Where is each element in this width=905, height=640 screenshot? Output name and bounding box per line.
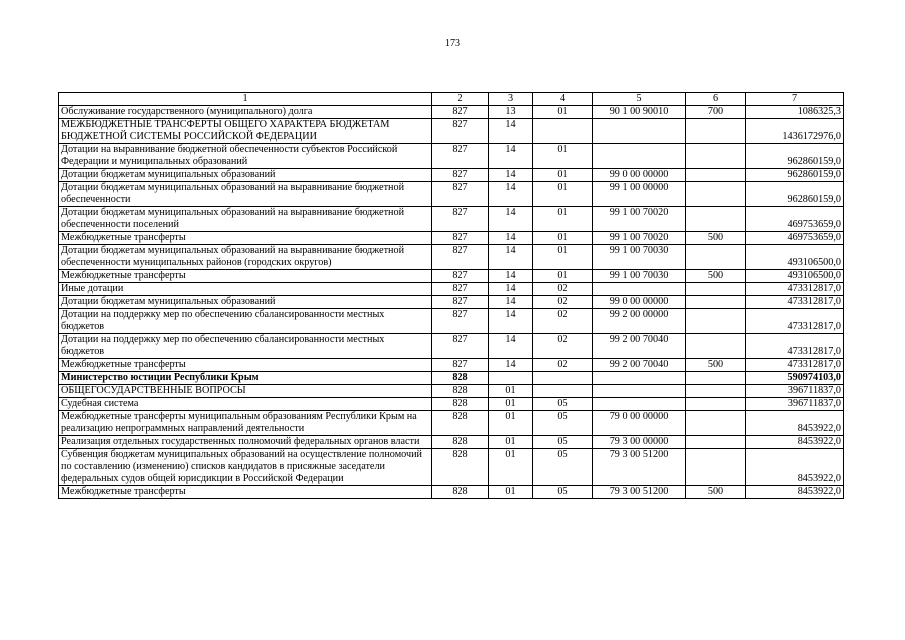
table-row [59, 182, 844, 207]
subsection-code-cell: 01 [533, 245, 593, 270]
section-code-cell: 01 [489, 486, 533, 499]
section-code-cell: 14 [489, 296, 533, 309]
ministry-code-cell: 828 [432, 486, 489, 499]
target-article-cell: 99 1 00 70020 [593, 232, 686, 245]
subsection-code-cell: 01 [533, 144, 593, 169]
target-article-cell [593, 385, 686, 398]
amount-cell: 473312817,0 [746, 334, 844, 359]
target-article-cell: 90 1 00 90010 [593, 106, 686, 119]
expense-type-cell [686, 169, 746, 182]
ministry-code-cell: 827 [432, 359, 489, 372]
expense-type-cell [686, 296, 746, 309]
amount-cell: 8453922,0 [746, 449, 844, 486]
subsection-code-cell: 05 [533, 436, 593, 449]
target-article-cell [593, 119, 686, 144]
table-row [59, 486, 844, 499]
ministry-code-cell: 828 [432, 411, 489, 436]
amount-cell: 493106500,0 [746, 270, 844, 283]
column-number: 5 [593, 93, 686, 106]
target-article-cell: 99 0 00 00000 [593, 169, 686, 182]
target-article-cell: 99 0 00 00000 [593, 296, 686, 309]
expense-name-cell: МЕЖБЮДЖЕТНЫЕ ТРАНСФЕРТЫ ОБЩЕГО ХАРАКТЕРА БЮДЖЕТАМ БЮДЖЕТНОЙ СИСТЕМЫ РОССИЙСКОЙ ФЕДЕРАЦИИ [59, 119, 432, 144]
section-code-cell: 14 [489, 207, 533, 232]
column-number: 4 [533, 93, 593, 106]
amount-cell: 473312817,0 [746, 359, 844, 372]
page-number: 173 [445, 38, 460, 49]
amount-cell: 962860159,0 [746, 144, 844, 169]
subsection-code-cell [533, 372, 593, 385]
table-row [59, 436, 844, 449]
section-code-cell: 01 [489, 449, 533, 486]
table-row [59, 372, 844, 385]
table-row [59, 296, 844, 309]
amount-cell: 8453922,0 [746, 436, 844, 449]
amount-cell: 473312817,0 [746, 309, 844, 334]
table-row [59, 119, 844, 144]
expense-name-cell: ОБЩЕГОСУДАРСТВЕННЫЕ ВОПРОСЫ [59, 385, 432, 398]
subsection-code-cell: 02 [533, 283, 593, 296]
subsection-code-cell: 01 [533, 232, 593, 245]
expense-name-cell: Министерство юстиции Республики Крым [59, 372, 432, 385]
table-row [59, 449, 844, 486]
target-article-cell [593, 144, 686, 169]
amount-cell: 469753659,0 [746, 232, 844, 245]
subsection-code-cell: 02 [533, 296, 593, 309]
subsection-code-cell: 01 [533, 169, 593, 182]
expense-name-cell: Межбюджетные трансферты муниципальным образованиям Республики Крым на реализацию непрограммных направлений деятельности [59, 411, 432, 436]
subsection-code-cell: 02 [533, 334, 593, 359]
section-code-cell: 14 [489, 270, 533, 283]
section-code-cell: 14 [489, 245, 533, 270]
subsection-code-cell: 02 [533, 309, 593, 334]
subsection-code-cell: 02 [533, 359, 593, 372]
ministry-code-cell: 827 [432, 296, 489, 309]
ministry-code-cell: 827 [432, 119, 489, 144]
target-article-cell [593, 398, 686, 411]
target-article-cell: 99 2 00 70040 [593, 359, 686, 372]
ministry-code-cell: 827 [432, 283, 489, 296]
table-row [59, 334, 844, 359]
target-article-cell: 99 1 00 00000 [593, 182, 686, 207]
expense-name-cell: Межбюджетные трансферты [59, 270, 432, 283]
subsection-code-cell: 01 [533, 106, 593, 119]
table-row [59, 359, 844, 372]
subsection-code-cell: 05 [533, 398, 593, 411]
amount-cell: 473312817,0 [746, 296, 844, 309]
subsection-code-cell: 01 [533, 270, 593, 283]
expense-type-cell [686, 207, 746, 232]
ministry-code-cell: 827 [432, 207, 489, 232]
amount-cell: 1436172976,0 [746, 119, 844, 144]
target-article-cell [593, 283, 686, 296]
expense-name-cell: Реализация отдельных государственных полномочий федеральных органов власти [59, 436, 432, 449]
target-article-cell [593, 372, 686, 385]
expense-name-cell: Дотации на поддержку мер по обеспечению сбалансированности местных бюджетов [59, 334, 432, 359]
table-row [59, 309, 844, 334]
table-row [59, 398, 844, 411]
expense-name-cell: Обслуживание государственного (муниципального) долга [59, 106, 432, 119]
section-code-cell: 13 [489, 106, 533, 119]
expense-type-cell: 700 [686, 106, 746, 119]
amount-cell: 8453922,0 [746, 486, 844, 499]
ministry-code-cell: 827 [432, 182, 489, 207]
expense-name-cell: Дотации бюджетам муниципальных образований на выравнивание бюджетной обеспеченности [59, 182, 432, 207]
target-article-cell: 99 1 00 70030 [593, 245, 686, 270]
expense-name-cell: Межбюджетные трансферты [59, 486, 432, 499]
table-row [59, 169, 844, 182]
expense-name-cell: Межбюджетные трансферты [59, 232, 432, 245]
expense-name-cell: Субвенция бюджетам муниципальных образований на осуществление полномочий по составлению (изменению) списков кандидатов в присяжные заседатели федеральных судов общей юрисдикции в Российской Федерации [59, 449, 432, 486]
amount-cell: 1086325,3 [746, 106, 844, 119]
section-code-cell: 01 [489, 385, 533, 398]
subsection-code-cell: 05 [533, 486, 593, 499]
section-code-cell: 14 [489, 182, 533, 207]
amount-cell: 473312817,0 [746, 283, 844, 296]
ministry-code-cell: 827 [432, 270, 489, 283]
column-number: 7 [746, 93, 844, 106]
amount-cell: 8453922,0 [746, 411, 844, 436]
expense-type-cell [686, 411, 746, 436]
amount-cell: 469753659,0 [746, 207, 844, 232]
table-row [59, 385, 844, 398]
target-article-cell: 79 3 00 51200 [593, 486, 686, 499]
target-article-cell: 99 2 00 00000 [593, 309, 686, 334]
column-number-row [59, 93, 844, 106]
section-code-cell: 14 [489, 309, 533, 334]
amount-cell: 396711837,0 [746, 385, 844, 398]
expense-type-cell [686, 245, 746, 270]
expense-type-cell: 500 [686, 486, 746, 499]
table-row [59, 144, 844, 169]
expense-type-cell [686, 144, 746, 169]
expense-type-cell: 500 [686, 359, 746, 372]
ministry-code-cell: 827 [432, 334, 489, 359]
table-row [59, 270, 844, 283]
section-code-cell: 14 [489, 144, 533, 169]
section-code-cell: 14 [489, 169, 533, 182]
subsection-code-cell [533, 119, 593, 144]
expense-type-cell: 500 [686, 270, 746, 283]
expense-type-cell [686, 119, 746, 144]
expense-type-cell [686, 182, 746, 207]
subsection-code-cell: 05 [533, 449, 593, 486]
expense-name-cell: Межбюджетные трансферты [59, 359, 432, 372]
ministry-code-cell: 827 [432, 169, 489, 182]
table-row [59, 245, 844, 270]
ministry-code-cell: 827 [432, 245, 489, 270]
subsection-code-cell: 01 [533, 207, 593, 232]
table-row [59, 411, 844, 436]
expense-type-cell: 500 [686, 232, 746, 245]
subsection-code-cell: 01 [533, 182, 593, 207]
section-code-cell: 01 [489, 398, 533, 411]
section-code-cell [489, 372, 533, 385]
expense-name-cell: Дотации бюджетам муниципальных образований на выравнивание бюджетной обеспеченности поселений [59, 207, 432, 232]
expense-type-cell [686, 398, 746, 411]
column-number: 6 [686, 93, 746, 106]
target-article-cell: 99 2 00 70040 [593, 334, 686, 359]
expense-type-cell [686, 309, 746, 334]
expense-name-cell: Дотации на поддержку мер по обеспечению сбалансированности местных бюджетов [59, 309, 432, 334]
expense-type-cell [686, 283, 746, 296]
amount-cell: 590974103,0 [746, 372, 844, 385]
expense-name-cell: Судебная система [59, 398, 432, 411]
ministry-code-cell: 828 [432, 436, 489, 449]
target-article-cell: 79 0 00 00000 [593, 411, 686, 436]
amount-cell: 396711837,0 [746, 398, 844, 411]
column-number: 2 [432, 93, 489, 106]
subsection-code-cell [533, 385, 593, 398]
table-row [59, 106, 844, 119]
expense-type-cell [686, 385, 746, 398]
expense-name-cell: Дотации бюджетам муниципальных образований [59, 296, 432, 309]
ministry-code-cell: 828 [432, 449, 489, 486]
section-code-cell: 14 [489, 232, 533, 245]
target-article-cell: 79 3 00 00000 [593, 436, 686, 449]
expense-type-cell [686, 436, 746, 449]
target-article-cell: 79 3 00 51200 [593, 449, 686, 486]
ministry-code-cell: 827 [432, 144, 489, 169]
table-row [59, 283, 844, 296]
table-row [59, 232, 844, 245]
target-article-cell: 99 1 00 70030 [593, 270, 686, 283]
amount-cell: 493106500,0 [746, 245, 844, 270]
ministry-code-cell: 827 [432, 232, 489, 245]
table-row [59, 207, 844, 232]
expense-type-cell [686, 372, 746, 385]
ministry-code-cell: 828 [432, 385, 489, 398]
column-number: 1 [59, 93, 432, 106]
expense-name-cell: Дотации бюджетам муниципальных образований [59, 169, 432, 182]
expense-name-cell: Дотации бюджетам муниципальных образований на выравнивание бюджетной обеспеченности муниципальных районов (городских округов) [59, 245, 432, 270]
ministry-code-cell: 828 [432, 398, 489, 411]
subsection-code-cell: 05 [533, 411, 593, 436]
column-number: 3 [489, 93, 533, 106]
ministry-code-cell: 827 [432, 106, 489, 119]
ministry-code-cell: 828 [432, 372, 489, 385]
section-code-cell: 14 [489, 283, 533, 296]
budget-table [58, 92, 844, 499]
amount-cell: 962860159,0 [746, 182, 844, 207]
expense-type-cell [686, 334, 746, 359]
section-code-cell: 14 [489, 334, 533, 359]
target-article-cell: 99 1 00 70020 [593, 207, 686, 232]
section-code-cell: 01 [489, 411, 533, 436]
section-code-cell: 01 [489, 436, 533, 449]
ministry-code-cell: 827 [432, 309, 489, 334]
section-code-cell: 14 [489, 359, 533, 372]
expense-type-cell [686, 449, 746, 486]
amount-cell: 962860159,0 [746, 169, 844, 182]
expense-name-cell: Иные дотации [59, 283, 432, 296]
expense-name-cell: Дотации на выравнивание бюджетной обеспеченности субъектов Российской Федерации и муниципальных образований [59, 144, 432, 169]
section-code-cell: 14 [489, 119, 533, 144]
